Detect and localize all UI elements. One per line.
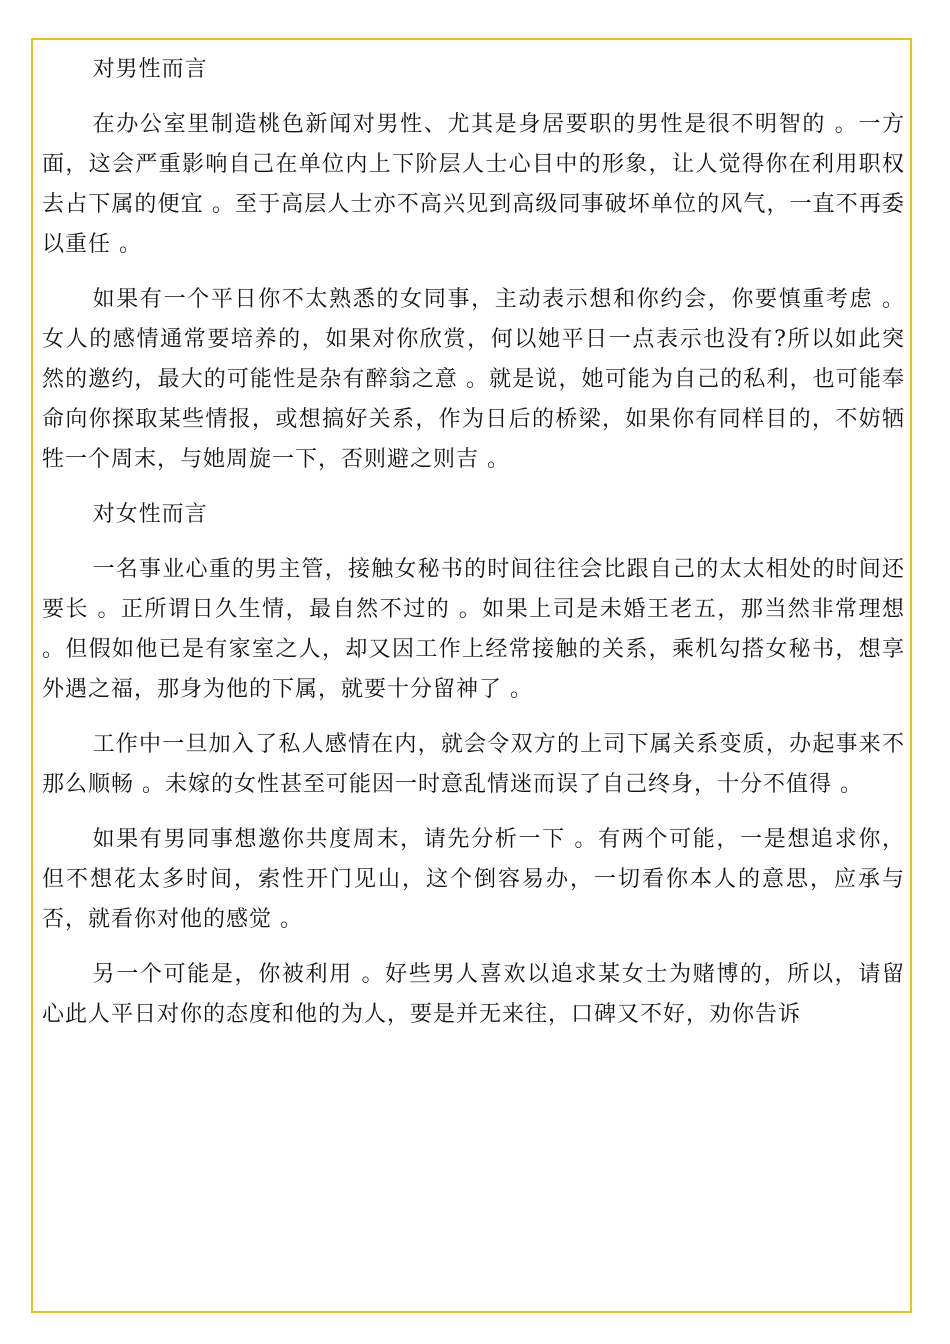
paragraph: 如果有男同事想邀你共度周末，请先分析一下 。有两个可能，一是想追求你，但不想花太多时间，索性开门见山，这个倒容易办，一切看你本人的意思，应承与否，就看你对他的感觉 。 — [42, 827, 905, 932]
document-body — [42, 50, 905, 1050]
paragraph: 在办公室里制造桃色新闻对男性、尤其是身居要职的男性是很不明智的 。一方面，这会严重影响自己在单位内上下阶层人士心目中的形象，让人觉得你在利用职权去占下属的便宜 。至于高层人士亦不高兴见到高级同事破坏单位的风气，一直不再委以重任 。 — [42, 112, 905, 257]
paragraph: 一名事业心重的男主管，接触女秘书的时间往往会比跟自己的太太相处的时间还要长 。正所谓日久生情，最自然不过的 。如果上司是未婚王老五，那当然非常理想 。但假如他已是有家室之人，却又因工作上经常接触的关系，乘机勾搭女秘书，想享外遇之福，那身为他的下属，就要十分留神了 。 — [42, 557, 905, 702]
paragraph: 另一个可能是，你被利用 。好些男人喜欢以追求某女士为赌博的，所以，请留心此人平日对你的态度和他的为人，要是并无来往，口碑又不好，劝你告诉 — [42, 962, 905, 1027]
section-heading-women: 对女性而言 — [92, 502, 208, 527]
paragraph: 如果有一个平日你不太熟悉的女同事，主动表示想和你约会，你要慎重考虑 。女人的感情通常要培养的，如果对你欣赏，何以她平日一点表示也没有?所以如此突然的邀约，最大的可能性是杂有醉翁之意 。就是说，她可能为自己的私利，也可能奉命向你探取某些情报，或想搞好关系，作为日后的桥梁，如果你有同样目的，不妨牺牲一个周末，与她周旋一下，否则避之则吉 。 — [42, 287, 905, 472]
paragraph: 工作中一旦加入了私人感情在内，就会令双方的上司下属关系变质，办起事来不那么顺畅 。未嫁的女性甚至可能因一时意乱情迷而误了自己终身，十分不值得 。 — [42, 732, 905, 797]
section-heading-men: 对男性而言 — [92, 57, 208, 82]
